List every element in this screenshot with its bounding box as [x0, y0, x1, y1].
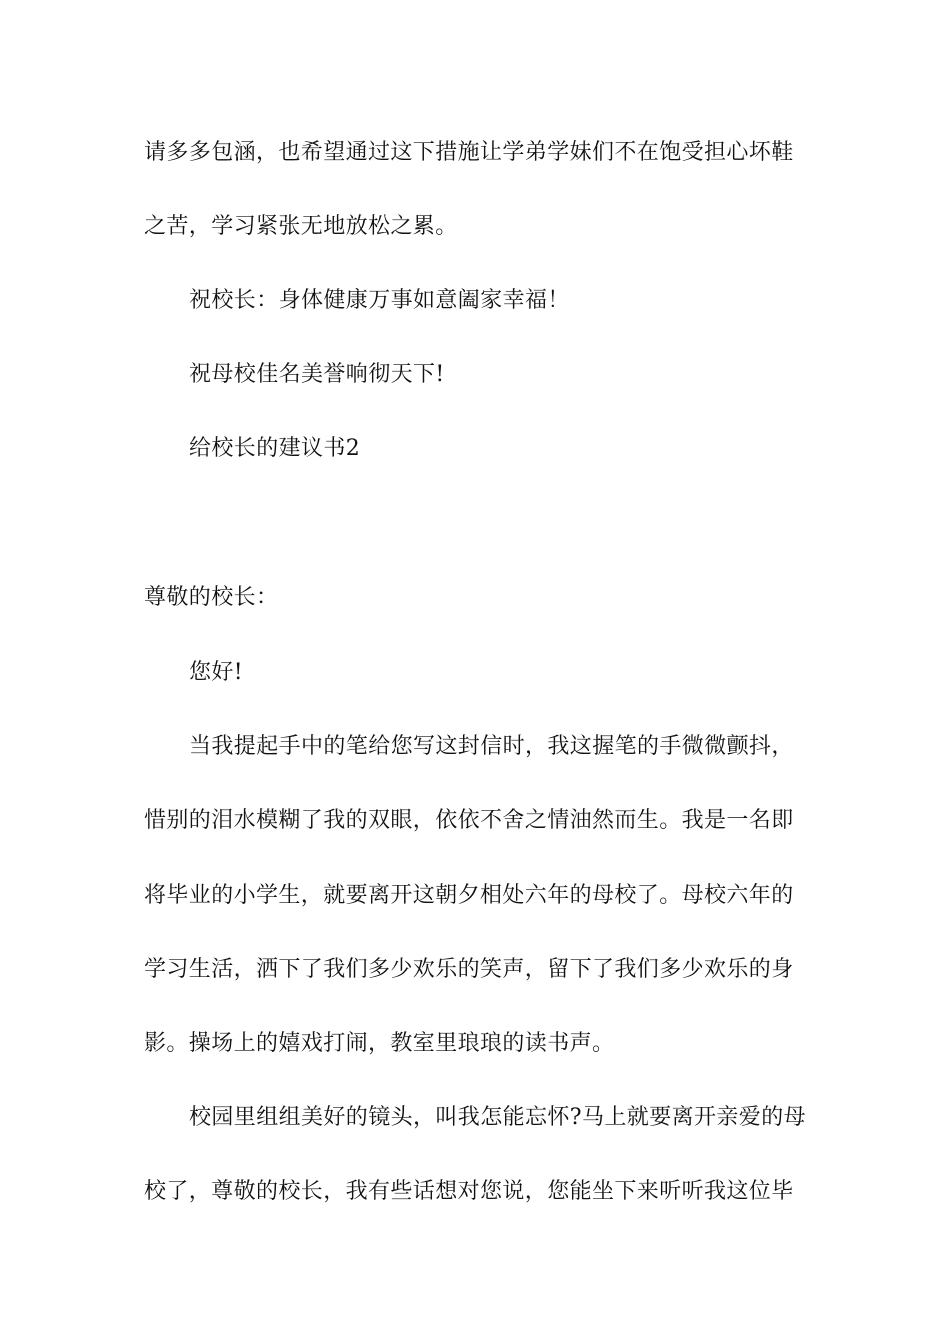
- paragraph-line: 请多多包涵，也希望通过这下措施让学弟学妹们不在饱受担心坏鞋: [144, 140, 794, 165]
- greeting: 您好!: [189, 660, 244, 685]
- closing-wish-line: 祝母校佳名美誉响彻天下!: [189, 362, 445, 387]
- paragraph-line: 当我提起手中的笔给您写这封信时，我这握笔的手微微颤抖，: [189, 734, 794, 759]
- paragraph-line: 之苦，学习紧张无地放松之累。: [144, 214, 458, 239]
- paragraph-line: 校了，尊敬的校长，我有些话想对您说，您能坐下来听听我这位毕: [144, 1179, 794, 1204]
- paragraph-line: 影。操场上的嬉戏打闹，教室里琅琅的读书声。: [144, 1031, 615, 1056]
- closing-wish-line: 祝校长：身体健康万事如意阖家幸福！: [189, 288, 570, 313]
- paragraph-line: 将毕业的小学生，就要离开这朝夕相处六年的母校了。母校六年的: [144, 883, 794, 908]
- paragraph-line: 惜别的泪水模糊了我的双眼，依依不舍之情油然而生。我是一名即: [144, 808, 794, 833]
- salutation: 尊敬的校长：: [144, 585, 279, 610]
- paragraph-line: 学习生活，洒下了我们多少欢乐的笑声，留下了我们多少欢乐的身: [144, 957, 794, 982]
- paragraph-line: 校园里组组美好的镜头，叫我怎能忘怀?马上就要离开亲爱的母: [189, 1105, 806, 1130]
- section-heading: 给校长的建议书2: [189, 436, 361, 461]
